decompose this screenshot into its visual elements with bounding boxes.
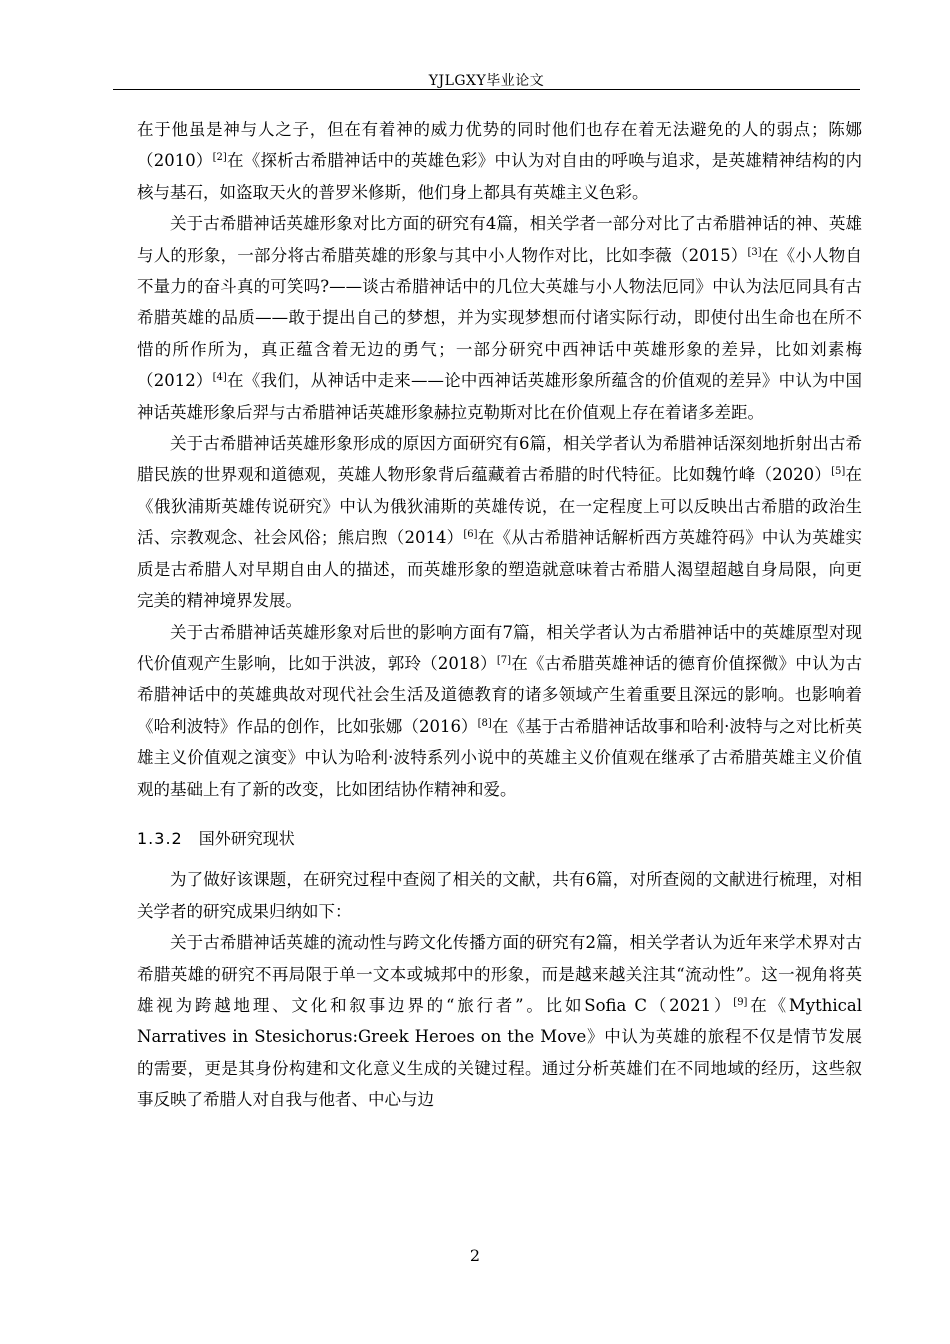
paragraph-4 bbox=[137, 617, 862, 805]
citation-ref: [4] bbox=[212, 372, 227, 384]
section-heading bbox=[137, 823, 862, 854]
paragraph-text: 在《Mythical Narratives in Stesichorus:Greek Heroes on the Move》中认为英雄的旅程不仅是情节发展的需要，更是其身份构建和文化意义生成的关键过程。通过分析英雄们在不同地域的经历，这些叙事反映了希腊人对自我与他者、中心与边 bbox=[137, 995, 863, 1110]
section-title: 国外研究现状 bbox=[198, 828, 295, 848]
paragraph-2 bbox=[137, 208, 862, 428]
paragraph-5 bbox=[137, 864, 862, 927]
citation-ref: [5] bbox=[831, 466, 846, 478]
paragraph-6 bbox=[137, 927, 862, 1115]
paragraph-text: 在《探析古希腊神话中的英雄色彩》中认为对自由的呼唤与追求，是英雄精神结构的内核与基石，如盗取天火的普罗米修斯，他们身上都具有英雄主义色彩。 bbox=[137, 151, 862, 202]
citation-ref: [3] bbox=[747, 246, 762, 258]
paragraph-text: 在《小人物自不量力的奋斗真的可笑吗?——谈古希腊神话中的几位大英雄与小人物法厄同》中认为法厄同具有古希腊英雄的品质——敢于提出自己的梦想，并为实现梦想而付诸实际行动，即使付出生命也在所不惜的所作所为，真正蕴含着无边的勇气；一部分研究中西神话中英雄形象的差异，比如刘素梅（2012） bbox=[137, 245, 862, 391]
header-rule bbox=[113, 89, 860, 90]
section-number: 1.3.2 bbox=[137, 828, 183, 848]
paragraph-text: 在《从古希腊神话解析西方英雄符码》中认为英雄实质是古希腊人对早期自由人的描述，而英雄形象的塑造就意味着古希腊人渴望超越自身局限，向更完美的精神境界发展。 bbox=[137, 528, 862, 611]
paragraph-text: 在《俄狄浦斯英雄传说研究》中认为俄狄浦斯的英雄传说，在一定程度上可以反映出古希腊的政治生活、宗教观念、社会风俗；熊启煦（2014） bbox=[137, 465, 862, 548]
paragraph-text: 为了做好该课题，在研究过程中查阅了相关的文献，共有6篇，对所查阅的文献进行梳理，对相关学者的研究成果归纳如下： bbox=[137, 870, 862, 921]
page-number: 2 bbox=[469, 1246, 481, 1265]
paragraph-text: 在《我们，从神话中走来——论中西神话英雄形象所蕴含的价值观的差异》中认为中国神话英雄形象后羿与古希腊神话英雄形象赫拉克勒斯对比在价值观上存在着诸多差距。 bbox=[137, 371, 862, 422]
paragraph-3 bbox=[137, 428, 862, 616]
paragraph-text: 在于他虽是神与人之子，但在有着神的威力优势的同时他们也存在着无法避免的人的弱点；陈娜（2010） bbox=[137, 120, 862, 171]
document-body bbox=[137, 114, 862, 1116]
citation-ref: [8] bbox=[477, 717, 492, 729]
citation-ref: [9] bbox=[733, 996, 748, 1008]
paragraph-text: 关于古希腊神话英雄的流动性与跨文化传播方面的研究有2篇，相关学者认为近年来学术界对古希腊英雄的研究不再局限于单一文本或城邦中的形象，而是越来越关注其“流动性”。这一视角将英雄视为跨越地理、文化和叙事边界的“旅行者”。比如Sofia C（2021） bbox=[137, 933, 862, 1015]
paragraph-text: 关于古希腊神话英雄形象对比方面的研究有4篇，相关学者一部分对比了古希腊神话的神、英雄与人的形象，一部分将古希腊英雄的形象与其中小人物作对比，比如李薇（2015） bbox=[137, 214, 862, 265]
citation-ref: [7] bbox=[496, 654, 511, 666]
paragraph-1 bbox=[137, 114, 862, 208]
paragraph-text: 关于古希腊神话英雄形象形成的原因方面研究有6篇，相关学者认为希腊神话深刻地折射出古希腊民族的世界观和道德观，英雄人物形象背后蕴藏着古希腊的时代特征。比如魏竹峰（2020） bbox=[137, 434, 862, 485]
page-header: YJLGXY毕业论文 bbox=[428, 73, 545, 89]
paragraph-text: 在《古希腊英雄神话的德育价值探微》中认为古希腊神话中的英雄典故对现代社会生活及道德教育的诸多领域产生着重要且深远的影响。也影响着《哈利波特》作品的创作，比如张娜（2016） bbox=[137, 653, 863, 736]
paragraph-text: 关于古希腊神话英雄形象对后世的影响方面有7篇，相关学者认为古希腊神话中的英雄原型对现代价值观产生影响，比如于洪波，郭玲（2018） bbox=[137, 622, 862, 673]
citation-ref: [6] bbox=[463, 529, 478, 541]
paragraph-text: 在《基于古希腊神话故事和哈利·波特与之对比析英雄主义价值观之演变》中认为哈利·波特系列小说中的英雄主义价值观在继承了古希腊英雄主义价值观的基础上有了新的改变，比如团结协作精神和爱。 bbox=[137, 716, 863, 799]
citation-ref: [2] bbox=[212, 152, 227, 164]
